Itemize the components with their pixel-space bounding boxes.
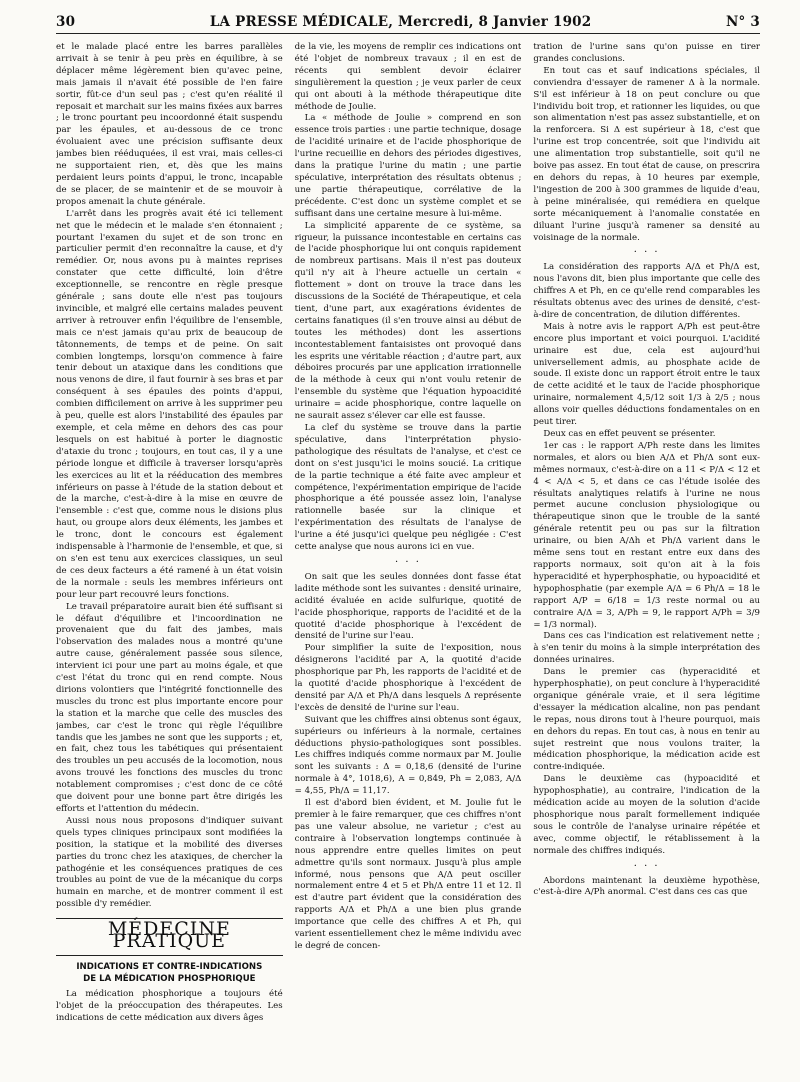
paragraph: La médication phosphorique a toujours été l'objet de la préoccupation des thérapeutes. Les indications de cette médication aux divers âges	[56, 988, 283, 1023]
paragraph: et le malade placé entre les barres parallèles arrivait à se tenir à peu près en équilibre, à se déplacer même légèrement bien qu'avec peine, mais jamais il n'avait été possible de l'en faire sortir, fût-ce d'un seul pas ; c'est qu'en réalité il reposait et marchait sur les mains fixées aux barres ; le tronc pourtant peu incoordonné était suspendu par les épaules, et au-dessous de ce tronc évoluaient avec une précision suffisante deux jambes bien rééduquées, il est vrai, mais celles-ci ne supportaient rien, et, dès que les mains perdaient leurs points d'appui, le tronc, incapable de se placer, de se maintenir et de se mouvoir à propos amenait la chute générale.	[56, 42, 283, 207]
article-subtitle	[56, 961, 283, 985]
subtitle-line: INDICATIONS ET CONTRE-INDICATIONS	[76, 961, 263, 972]
section-divider	[56, 955, 283, 956]
paragraph: tration de l'urine sans qu'on puisse en tirer grandes conclusions.	[533, 42, 761, 64]
subtitle-line: DE LA MÉDICATION PHOSPHORIQUE	[83, 973, 256, 984]
paragraph: Mais à notre avis le rapport A/Ph est peut-être encore plus important et voici pourquoi. L'acidité urinaire est due, cela est aujourd'hui universellement admis, au phosphate acide de soude. Il existe donc un rapport étroit entre le taux de cette acidité et le taux de l'acide phosphorique urinaire, normalement 4,5/12 soit 1/3 à 2/5 ; nous allons voir quelles déductions fondamentales on en peut tirer.	[533, 321, 761, 428]
paragraph: La « méthode de Joulie » comprend en son essence trois parties : une partie technique, dosage de l'acidité urinaire et de l'acide phosphorique de l'urine recueillie en dehors des périodes digestives, dans la pratique l'urine du matin ; une partie spéculative, interprétation des résultats obtenus ; une partie thérapeutique, corrélative de la précédente. C'est donc un système complet et se suffisant dans une certaine mesure à lui-même.	[294, 113, 522, 219]
asterism-separator: · · ·	[395, 556, 421, 568]
paragraph: Suivant que les chiffres ainsi obtenus sont égaux, supérieurs ou inférieurs à la normale, certaines déductions physio-pathologiques sont possibles. Les chiffres indiqués comme normaux par M. Joulie sont les suivants : Δ = 0,18,6 (densité de l'urine normale à 4°, 1018,6), A = 0,849, Ph = 2,083, A/Δ = 4,55, Ph/Δ = 11,17.	[294, 714, 522, 797]
paragraph: de la vie, les moyens de remplir ces indications ont été l'objet de nombreux travaux ; il en est de récents qui semblent devoir éclairer singulièrement la question ; je veux parler de ceux qui ont abouti à la méthode thérapeutique dite méthode de Joulie.	[294, 42, 522, 112]
paragraph: La simplicité apparente de ce système, sa rigueur, la puissance incontestable en certains cas de l'acide phosphorique lui ont conquis rapidement de nombreux partisans. Mais il n'est pas douteux qu'il n'y ait à l'heure actuelle un certain « flottement » dont on trouve la trace dans les discussions de la Société de Thérapeutique, et cela tient, d'une part, aux exagérations évidentes de certains fanatiques (il s'en trouve ainsi au début de toutes les méthodes) dont les assertions incontestablement fantaisistes ont provoqué dans les esprits une véritable réaction ; d'autre part, aux déboires procurés par une application irrationnelle de la méthode à ceux qui n'ont voulu retenir de l'ensemble du système que l'équation hypoacidité urinaire = acide phosphorique, contre laquelle on ne saurait assez s'élever car elle est fausse.	[294, 220, 522, 422]
article-columns	[56, 42, 760, 1082]
paragraph: Dans le deuxième cas (hypoacidité et hypophosphatie), au contraire, l'indication de la médication acide au moyen de la solution d'acide phosphorique nous paraît formellement indiquée sous le contrôle de l'analyse urinaire répétée et avec, comme objectif, le rétablissement à la normale des chiffres indiqués.	[533, 774, 761, 856]
issue-number: N° 3	[726, 14, 760, 30]
paragraph: La clef du système se trouve dans la partie spéculative, dans l'interprétation physio-pathologique des résultats de l'analyse, et c'est ce dont on s'est jusqu'ici le moins soucié. La critique de la partie technique a été faite avec ampleur et compétence, l'expérimentation empirique de l'acide phosphorique a été poussée assez loin, l'analyse rationnelle basée sur la clinique et l'expérimentation des résultats de l'analyse de l'urine a été jusqu'ici quelque peu négligée : C'est cette analyse que nous aurons ici en vue.	[294, 423, 522, 553]
paragraph: Aussi nous nous proposons d'indiquer suivant quels types cliniques principaux sont modifiées la position, la statique et la mobilité des diverses parties du tronc chez les ataxiques, de chercher la pathogénie et les conséquences pratiques de ces troubles au point de vue de la mécanique du corps humain en marche, et de montrer comment il est possible d'y remédier.	[56, 815, 283, 910]
section-title: MÉDECINE PRATIQUE	[107, 918, 231, 953]
column-1	[56, 42, 283, 1082]
paragraph: Il est d'abord bien évident, et M. Joulie fut le premier à le faire remarquer, que ces chiffres n'ont pas une valeur absolue, ne varietur ; c'est au contraire à l'observation longtemps continuée à nous apprendre entre quelles limites on peut admettre qu'ils sont normaux. Jusqu'à plus ample informé, nous pensons que A/Δ peut osciller normalement entre 4 et 5 et Ph/Δ entre 11 et 12. Il est d'autre part évident que la considération des rapports A/Δ et Ph/Δ a une bien plus grande importance que celle des chiffres A et Ph, qui varient essentiellement chez le même individu avec le degré de concen-	[294, 798, 522, 951]
paragraph: On sait que les seules données dont fasse état ladite méthode sont les suivantes : densité urinaire, acidité évaluée en acide sulfurique, quotité de l'acide phosphorique, rapports de l'acidité et de la quotité d'acide phosphorique à l'excédent de densité de l'urine sur l'eau.	[294, 571, 522, 642]
paragraph: Deux cas en effet peuvent se présenter.	[543, 429, 716, 439]
journal-title: LA PRESSE MÉDICALE, Mercredi, 8 Janvier 1902	[209, 14, 592, 30]
paragraph: Abordons maintenant la deuxième hypothèse, c'est-à-dire A/Ph anormal. C'est dans ces cas que	[533, 875, 761, 898]
page-header	[56, 14, 760, 34]
paragraph: En tout cas et sauf indications spéciales, il conviendra d'essayer de ramener Δ à la normale. S'il est inférieur à 18 on peut conclure ou que l'individu boit trop, et rationner les liquides, ou que son alimentation n'est pas assez substantielle, et on la renforcera. Si Δ est supérieur à 18, c'est que l'urine est trop concentrée, soit que l'individu ait une alimentation trop substantielle, soit qu'il ne boive pas assez. En tout état de cause, on prescrira en dehors du repas, à 10 heures par exemple, l'ingestion de 200 à 300 grammes de liquide d'eau, à peine minéralisée, qui remédiera en quelque sorte mécaniquement à l'anomalie constatée en diluant l'urine jusqu'à ramener sa densité au voisinage de la normale.	[533, 65, 761, 243]
paragraph: La considération des rapports A/Δ et Ph/Δ est, nous l'avons dit, bien plus importante que celle des chiffres A et Ph, en ce qu'elle rend comparables les résultats obtenus avec des urines de densité, c'est-à-dire de concentration, de dilution différentes.	[533, 262, 761, 320]
page-number: 30	[56, 14, 76, 30]
paragraph: Dans ces cas l'indication est relativement nette ; à s'en tenir du moins à la simple interprétation des données urinaires.	[533, 631, 761, 666]
paragraph: L'arrêt dans les progrès avait été ici tellement net que le médecin et le malade s'en étonnaient ; pourtant l'examen du sujet et de son tronc en particulier permit d'en reconnaître la cause, et d'y remédier. Or, nous avons pu à maintes reprises constater que cette difficulté, loin d'être exceptionnelle, se rencontre en règle presque générale ; sans doute elle n'est pas toujours invincible, et malgré elle certains malades peuvent arriver à retrouver enfin l'équilibre de l'ensemble, mais ce n'est jamais qu'au prix de beaucoup de tâtonnements, de temps et de peine. On sait combien longtemps, lorsqu'on commence à faire tenir debout un ataxique dans les conditions que nous venons de dire, il faut fournir à ses bras et par conséquent à ses épaules des points d'appui, combien difficilement on arrive à les supprimer peu à peu, quelle est alors l'instabilité des épaules par exemple, et cela même en dehors des cas pour lesquels on est habitué à porter le diagnostic d'ataxie du tronc ; toujours, en tout cas, il y a une période longue et difficile à traverser lorsqu'après les exercices au lit et la rééducation des membres inférieurs on passe à l'étude de la station debout et de la marche, c'est-à-dire à la mise en œuvre de l'ensemble : c'est que, comme nous le disions plus haut, ou groupe alors deux éléments, les jambes et le tronc, dont le concours est également indispensable à l'harmonie de l'ensemble, et que, si on s'en est tenu aux exercices classiques, un seul de ces deux facteurs a été ramené à un état voisin de la normale : seuls les membres inférieurs ont pour leur part recouvré leurs fonctions.	[56, 208, 283, 600]
column-2	[295, 42, 522, 1082]
paragraph: Pour simplifier la suite de l'exposition, nous désignerons l'acidité par A, la quotité d'acide phosphorique par Ph, les rapports de l'acidité et de la quotité d'acide phosphorique à l'excédent de densité par A/Δ et Ph/Δ dans lesquels Δ représente l'excès de densité de l'urine sur l'eau.	[294, 643, 522, 713]
asterism-separator: · · ·	[633, 860, 660, 872]
paragraph: Le travail préparatoire aurait bien été suffisant si le défaut d'équilibre et l'incoordination ne provenaient que du fait des jambes, mais l'observation des malades nous a montré qu'une autre cause, généralement passée sous silence, intervient ici pour une part au moins égale, et que c'est l'état du tronc qui en rend compte. Nous dirions volontiers que l'intégrité fonctionnelle des muscles du tronc est plus importante encore pour la station et la marche que celle des muscles des jambes, car c'est le tronc qui règle l'équilibre tandis que les jambes ne sont que les supports ; et, en fait, chez tous les tabétiques qui présentaient des troubles un peu accusés de la locomotion, nous avons trouvé les fonctions des muscles du tronc notablement compromises ; c'est donc de ce côté que doivent pour une bonne part être dirigés les efforts et l'attention du médecin.	[56, 601, 283, 814]
paragraph: Dans le premier cas (hyperacidité et hyperphosphatie), on peut conclure à l'hyperacidité organique générale vraie, et il sera légitime d'essayer la médication alcaline, non pas pendant le repas, nous dirons tout à l'heure pourquoi, mais en dehors du repas. En tout cas, à nous en tenir au sujet restreint que nous voulons traiter, la médication phosphorique, la médication acide est contre-indiquée.	[533, 667, 761, 773]
column-3	[533, 42, 760, 1082]
paragraph: 1er cas : le rapport A/Ph reste dans les limites normales, et alors ou bien A/Δ et Ph/Δ sont eux-mêmes normaux, c'est-à-dire on a 11 < P/Δ < 12 et 4 < A/Δ < 5, et dans ce cas l'étude isolée des résultats analytiques relatifs à l'urine ne nous permet aucune conclusion physiologique ou thérapeutique sinon que le trouble de la santé générale retentit peu ou pas sur la filtration urinaire, ou bien A/Δh et Ph/Δ varient dans le même sens tout en restant entre eux dans des rapports normaux, soit qu'on ait à la fois hyperacidité et hyperphosphatie, ou hypoacidité et hypophosphatie (par exemple A/Δ = 6 Ph/Δ = 18 le rapport A/P = 6/18 = 1/3 reste normal ou au contraire A/Δ = 3, A/Ph = 9, le rapport A/Ph = 3/9 = 1/3 normal).	[533, 440, 761, 630]
asterism-separator: · · ·	[633, 247, 660, 259]
